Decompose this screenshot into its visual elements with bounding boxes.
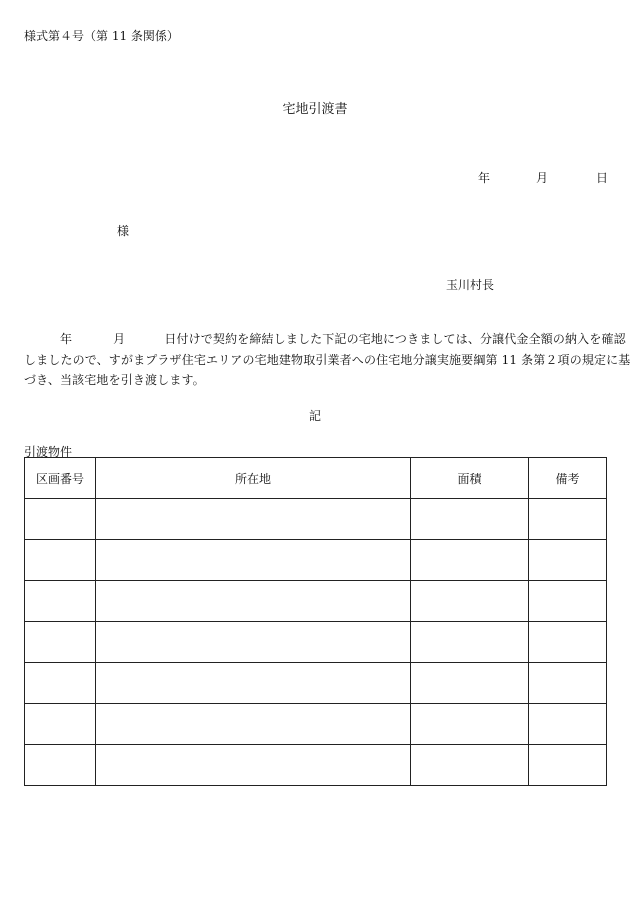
table-cell: [411, 663, 529, 704]
body-paragraph: [24, 329, 630, 391]
table-cell: [529, 745, 607, 786]
header-area: 面積: [411, 458, 529, 499]
table-caption: 引渡物件: [24, 445, 73, 459]
table-cell: [96, 581, 411, 622]
table-cell: [96, 622, 411, 663]
table-cell: [96, 745, 411, 786]
date-day-label: 日: [596, 171, 609, 185]
table-cell: [411, 499, 529, 540]
body-line-3: づき、当該宅地を引き渡します。: [24, 373, 205, 387]
document-title: 宅地引渡書: [282, 102, 348, 117]
table-cell: [25, 663, 96, 704]
table-cell: [96, 499, 411, 540]
table-cell: [25, 704, 96, 745]
table-cell: [25, 540, 96, 581]
date-year-label: 年: [478, 171, 491, 185]
table-row: [25, 499, 607, 540]
table-row: [25, 745, 607, 786]
form-number: 様式第４号（第 11 条関係）: [24, 29, 179, 43]
table-cell: [411, 622, 529, 663]
header-location: 所在地: [96, 458, 411, 499]
table-cell: [25, 745, 96, 786]
body-line-2: しましたので、すがまプラザ住宅エリアの宅地建物取引業者への住宅地分譲実施要綱第 11 条第２項の規定に基: [24, 352, 630, 367]
table-cell: [529, 540, 607, 581]
table-cell: [529, 622, 607, 663]
table-cell: [96, 540, 411, 581]
table-row: [25, 663, 607, 704]
table-cell: [411, 745, 529, 786]
body-year-label: 年: [60, 332, 73, 346]
header-lot-number: 区画番号: [25, 458, 96, 499]
body-line-1-text: 日付けで契約を締結しました下記の宅地につきましては、分譲代金全額の納入を確認: [164, 332, 626, 346]
table-cell: [25, 581, 96, 622]
body-month-label: 月: [113, 332, 126, 346]
table-cell: [25, 499, 96, 540]
ki-heading: 記: [308, 409, 321, 423]
addressee-suffix: 様: [117, 224, 130, 238]
table-cell: [411, 540, 529, 581]
table-cell: [529, 499, 607, 540]
table-header-row: [25, 458, 607, 499]
table-cell: [25, 622, 96, 663]
body-line-1: [24, 329, 626, 350]
table-cell: [411, 581, 529, 622]
table-cell: [96, 704, 411, 745]
table-cell: [529, 704, 607, 745]
table-cell: [411, 704, 529, 745]
issuer-name: 玉川村長: [446, 278, 495, 292]
date-month-label: 月: [536, 171, 549, 185]
table-row: [25, 540, 607, 581]
table-cell: [96, 663, 411, 704]
header-remarks: 備考: [529, 458, 607, 499]
table-row: [25, 622, 607, 663]
table-row: [25, 704, 607, 745]
table-cell: [529, 581, 607, 622]
property-table: [24, 457, 607, 786]
table-cell: [529, 663, 607, 704]
table-row: [25, 581, 607, 622]
